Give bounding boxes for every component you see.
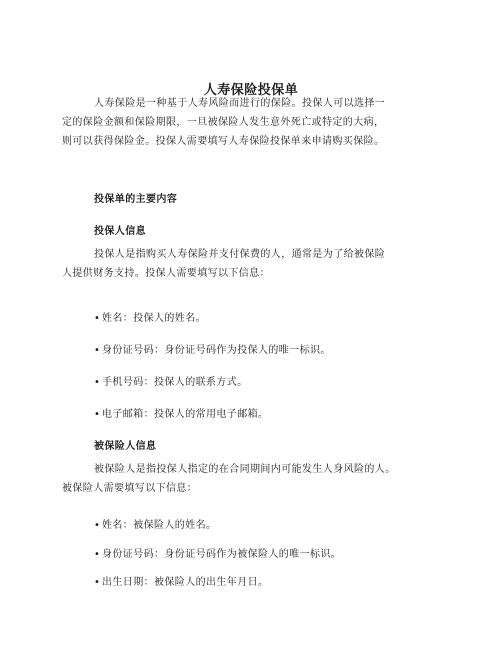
list-item [94, 545, 341, 560]
document-title: 人寿保险投保单 [203, 83, 299, 98]
bullet-icon: • [94, 345, 101, 356]
intro-line: 人寿保险是一种基于人寿风险而进行的保险。投保人可以选择一 [94, 98, 386, 109]
insured-description [62, 460, 452, 498]
list-item-text: 出生日期：被保险人的出生年月日。 [102, 577, 269, 588]
list-item-text: 电子邮箱：投保人的常用电子邮箱。 [102, 409, 269, 420]
bullet-icon: • [94, 577, 101, 588]
policyholder-desc-line: 人提供财务支持。投保人需要填写以下信息： [62, 268, 270, 279]
list-item [94, 341, 331, 356]
intro-line: 定的保险金额和保险期限，一旦被保险人发生意外死亡或特定的大病， [62, 117, 385, 128]
list-item [94, 516, 216, 531]
policyholder-desc-line: 投保人是指购买人寿保险并支付保费的人，通常是为了给被保险 [94, 249, 386, 260]
insured-desc-line: 被保险人需要填写以下信息： [62, 483, 198, 494]
bullet-icon: • [94, 313, 101, 324]
section-heading-insured: 被保险人信息 [94, 441, 157, 452]
bullet-icon: • [94, 409, 101, 420]
list-item-text: 身份证号码：身份证号码作为投保人的唯一标识。 [102, 345, 331, 356]
list-item [94, 309, 206, 324]
list-item [94, 573, 268, 588]
list-item [94, 405, 268, 420]
section-heading-policyholder: 投保人信息 [94, 226, 146, 237]
insured-desc-line: 被保险人是指投保人指定的在合同期间内可能发生人身风险的人。 [94, 464, 396, 475]
bullet-icon: • [94, 549, 101, 560]
list-item-text: 手机号码：投保人的联系方式。 [102, 377, 248, 388]
bullet-icon: • [94, 377, 101, 388]
list-item-text: 身份证号码：身份证号码作为被保险人的唯一标识。 [102, 549, 342, 560]
intro-line: 则可以获得保险金。投保人需要填写人寿保险投保单来申请购买保险。 [62, 136, 385, 147]
intro-paragraph [62, 94, 452, 151]
list-item-text: 姓名：被保险人的姓名。 [102, 520, 217, 531]
policyholder-description [62, 245, 452, 283]
list-item-text: 姓名：投保人的姓名。 [102, 313, 206, 324]
bullet-icon: • [94, 520, 101, 531]
list-item [94, 373, 248, 388]
section-heading-main: 投保单的主要内容 [94, 194, 178, 205]
